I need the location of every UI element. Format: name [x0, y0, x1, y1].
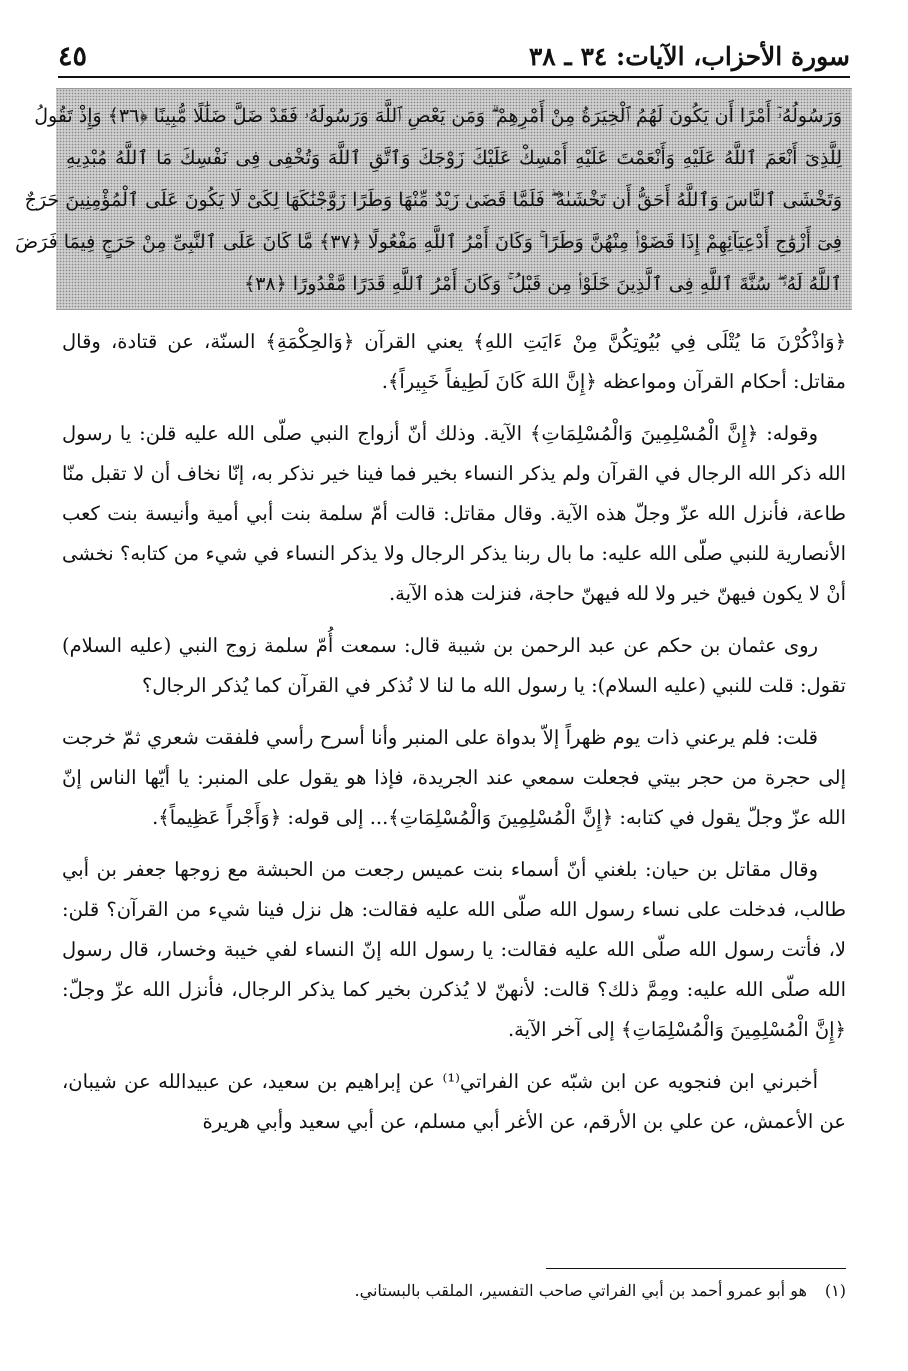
footnote-number: (١)	[824, 1281, 846, 1300]
surah-title: سورة الأحزاب، الآيات: ٣٤ ـ ٣٨	[528, 42, 850, 71]
quran-line: وَتَخْشَى ٱلنَّاسَ وَٱللَّهُ أَحَقُّ أَن تَخْشَىٰهُ ۖ فَلَمَّا قَضَىٰ زَيْدٌ مِّنْهَا وَطَرًا زَوَّجْنَٰكَهَا لِكَىْ لَا يَكُونَ عَلَى ٱلْمُؤْمِنِينَ حَرَجٌ	[24, 189, 842, 211]
quran-line: ٱللَّهُ لَهُۥ ۖ سُنَّةَ ٱللَّهِ فِى ٱلَّذِينَ خَلَوْا۟ مِن قَبْلُ ۚ وَكَانَ أَمْرُ ٱللَّهِ قَدَرًا مَّقْدُورًا ﴿٣٨﴾	[244, 273, 842, 295]
footnote-divider	[546, 1268, 846, 1269]
paragraph: قلت: فلم يرعني ذات يوم ظهراً إلاّ بدواة على المنبر وأنا أسرح رأسي فلفقت شعري ثمّ خرجت إلى حجرة من حجر بيتي فجعلت سمعي عند الجريدة، فإذا هو يقول على المنبر: يا أيّها الناس إنّ الله عزّ وجلّ يقول في كتابه: ﴿إِنَّ الْمُسْلِمِينَ وَالْمُسْلِمَاتِ﴾... إلى قوله: ﴿وَأَجْراً عَظِيماً﴾.	[62, 726, 846, 829]
quran-line: لِلَّذِىٓ أَنْعَمَ ٱللَّهُ عَلَيْهِ وَأَنْعَمْتَ عَلَيْهِ أَمْسِكْ عَلَيْكَ زَوْجَكَ وَٱتَّقِ ٱللَّهَ وَتُخْفِى فِى نَفْسِكَ مَا ٱللَّهُ مُبْدِيهِ	[66, 147, 842, 169]
page-header	[58, 34, 850, 78]
paragraph: وقوله: ﴿إِنَّ الْمُسْلِمِينَ وَالْمُسْلِمَاتِ﴾ الآية. وذلك أنّ أزواج النبي صلّى الله عليه قلن: يا رسول الله ذكر الله الرجال في القرآن ولم يذكر النساء بخير فما فينا خير نذكر به، إنّا نخاف أن لا تقبل منّا طاعة، فأنزل الله عزّ وجلّ هذه الآية. وقال مقاتل: قالت أمّ سلمة بنت أبي أمية وأنيسة بنت كعب الأنصارية للنبي صلّى الله عليه: ما بال ربنا يذكر الرجال ولا يذكر النساء في شيء من كتابه؟ نخشى أنْ لا يكون فيهنّ خير ولا لله فيهنّ حاجة، فنزلت هذه الآية.	[62, 422, 846, 605]
paragraph: وقال مقاتل بن حيان: بلغني أنّ أسماء بنت عميس رجعت من الحبشة مع زوجها جعفر بن أبي طالب، فدخلت على نساء رسول الله صلّى الله عليه فقالت: هل نزل فينا شيء من القرآن؟ قلن: لا، فأتت رسول الله صلّى الله عليه فقالت: يا رسول الله إنّ النساء لفي خيبة وخسار، قال رسول الله صلّى الله عليه: ومِمَّ ذلك؟ قالت: لأنهنّ لا يُذكرن بخير كما يذكر الرجال، فأنزل الله عزّ وجلّ: ﴿إِنَّ الْمُسْلِمِينَ وَالْمُسْلِمَاتِ﴾ إلى آخر الآية.	[62, 858, 846, 1041]
quran-line: وَرَسُولُهُۥٓ أَمْرًا أَن يَكُونَ لَهُمُ ٱلْخِيَرَةُ مِنْ أَمْرِهِمْ ۗ وَمَن يَعْصِ ٱللَّهَ وَرَسُولَهُۥ فَقَدْ ضَلَّ ضَلَٰلًا مُّبِينًا ﴿٣٦﴾ وَإِذْ تَقُولُ	[34, 105, 842, 127]
commentary-text	[62, 322, 846, 1154]
quran-verses-box	[15, 88, 852, 310]
page-number: ٤٥	[58, 41, 88, 72]
paragraph: ﴿وَاذْكُرْنَ مَا يُتْلَى فِي بُيُوتِكُنَّ مِنْ ءَايَتِ اللهِ﴾ يعني القرآن ﴿وَالحِكْمَةِ﴾ السنّة، عن قتادة، وقال مقاتل: أحكام القرآن ومواعظه ﴿إِنَّ اللهَ كَانَ لَطِيفاً خَبِيراً﴾.	[62, 330, 846, 393]
paragraph: أخبرني ابن فنجويه عن ابن شبّه عن الفراتي⁽¹⁾ عن إبراهيم بن سعيد، عن عبيدالله عن شيبان، عن الأعمش، عن علي بن الأرقم، عن الأغر أبي مسلم، عن أبي سعيد وأبي هريرة	[62, 1070, 846, 1133]
footnote-text: هو أبو عمرو أحمد بن أبي الفراتي صاحب التفسير، الملقب بالبستاني.	[354, 1281, 807, 1300]
paragraph: روى عثمان بن حكم عن عبد الرحمن بن شيبة قال: سمعت أُمّ سلمة زوج النبي (عليه السلام) تقول: قلت للنبي (عليه السلام): يا رسول الله ما لنا لا نُذكر في القرآن كما يُذكر الرجال؟	[62, 634, 846, 697]
quran-line: فِىٓ أَزْوَٰجِ أَدْعِيَآئِهِمْ إِذَا قَضَوْا۟ مِنْهُنَّ وَطَرًا ۚ وَكَانَ أَمْرُ ٱللَّهِ مَفْعُولًا ﴿٣٧﴾ مَّا كَانَ عَلَى ٱلنَّبِىِّ مِنْ حَرَجٍ فِيمَا فَرَضَ	[15, 231, 842, 253]
footnote	[62, 1276, 846, 1306]
